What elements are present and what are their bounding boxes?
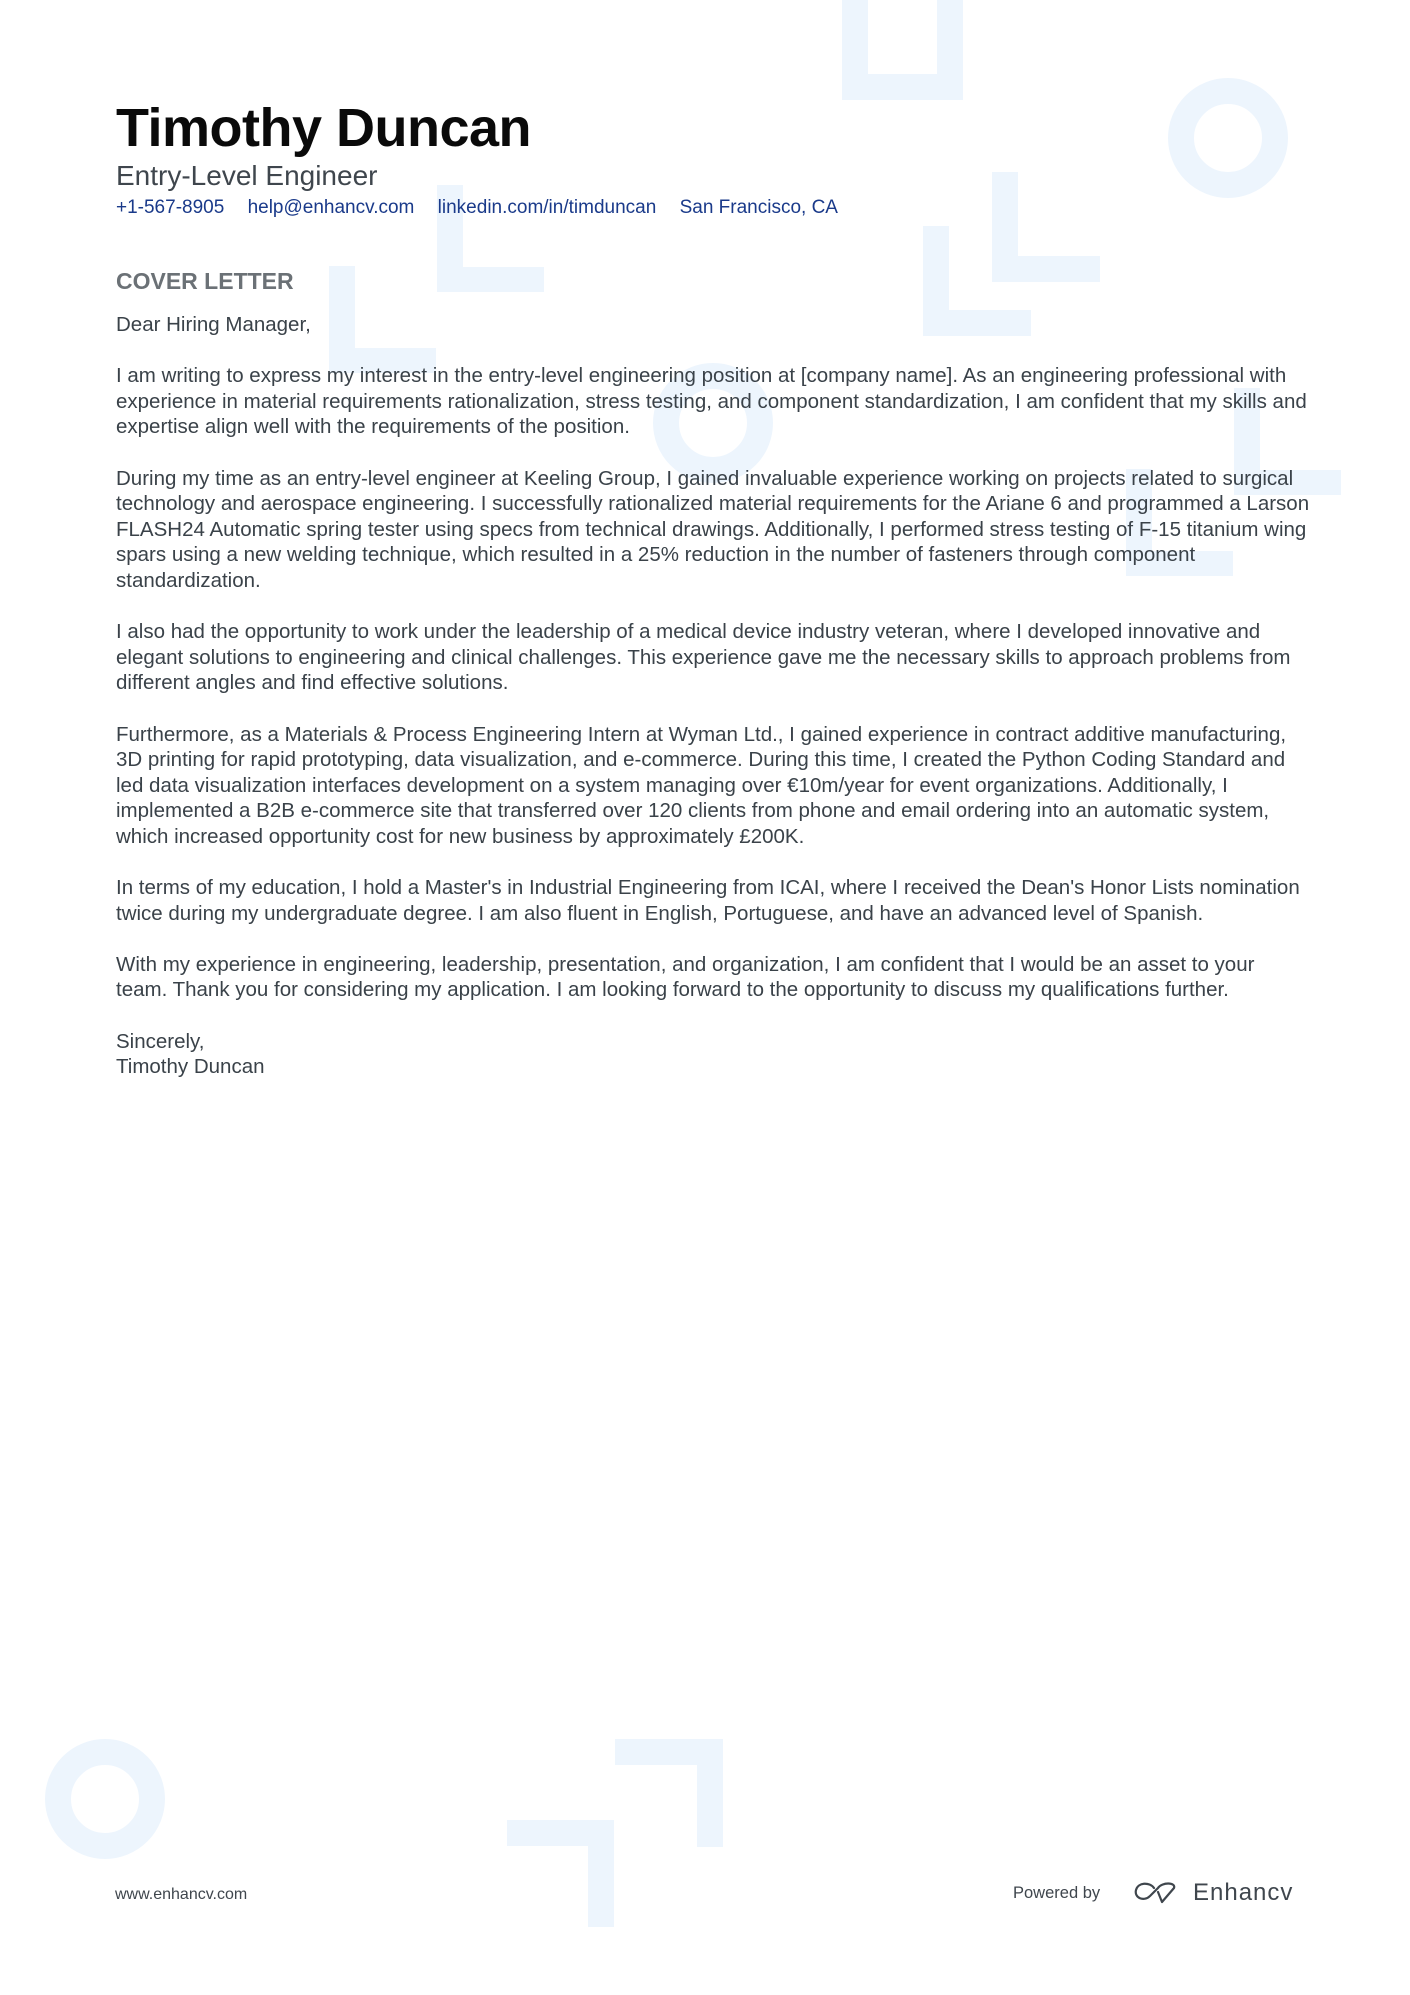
decor-ring-bottom-left xyxy=(45,1739,165,1859)
footer-website-link[interactable]: www.enhancv.com xyxy=(115,1886,248,1903)
email-link[interactable]: help@enhancv.com xyxy=(247,197,415,218)
section-title: COVER LETTER xyxy=(116,268,294,294)
location-text: San Francisco, CA xyxy=(679,197,838,218)
decor-l-mid-upper-horizontal xyxy=(437,267,544,292)
letter-paragraph: I am writing to express my interest in the entry-level engineering position at [company name]. As an engineering professional with experience in material requirements rationalization, stress testing, and component standardization, I am confident that my skills and expertise align well with the requirements of the position. xyxy=(116,364,1307,439)
decor-u-shape-bottom xyxy=(842,74,963,100)
candidate-title: Entry-Level Engineer xyxy=(116,160,378,191)
enhancv-brand-text[interactable]: Enhancv xyxy=(1193,1879,1294,1906)
letter-greeting: Dear Hiring Manager, xyxy=(116,313,311,336)
decor-l-upper-horizontal xyxy=(992,256,1100,282)
candidate-name: Timothy Duncan xyxy=(116,98,532,158)
letter-signature: Timothy Duncan xyxy=(116,1055,265,1079)
decor-hook-upper-vertical xyxy=(697,1739,723,1847)
letter-paragraph: I also had the opportunity to work under the leadership of a medical device industry veteran, where I developed innovative and elegant solutions to engineering and clinical challenges. This experience gave me the necessary skills to approach problems from different angles and find effective solutions. xyxy=(116,620,1291,695)
phone-link[interactable]: +1-567-8905 xyxy=(116,197,225,218)
decor-hook-lower-vertical xyxy=(588,1820,614,1927)
letter-body xyxy=(116,312,1311,1080)
letter-paragraph: In terms of my education, I hold a Master's in Industrial Engineering from ICAI, where I received the Dean's Honor Lists nomination twice during my undergraduate degree. I am also fluent in English, Portuguese, and have an advanced level of Spanish. xyxy=(116,876,1300,925)
letter-paragraph: With my experience in engineering, leadership, presentation, and organization, I am confident that I would be an asset to your team. Thank you for considering my application. I am looking forward to the opportunity to discuss my qualifications further. xyxy=(116,952,1255,1002)
letter-closing: Sincerely, xyxy=(116,1029,205,1053)
powered-by-label: Powered by xyxy=(1013,1884,1101,1902)
linkedin-link[interactable]: linkedin.com/in/timduncan xyxy=(437,197,657,218)
contact-info xyxy=(116,197,856,219)
decor-ring-top-right xyxy=(1168,78,1288,198)
enhancv-logo-icon xyxy=(1132,1880,1180,1904)
letter-paragraph: Furthermore, as a Materials & Process Engineering Intern at Wyman Ltd., I gained experience in contract additive manufacturing, 3D printing for rapid prototyping, data visualization, and e-commerce. During this time, I created the Python Coding Standard and led data visualization interfaces development on a system managing over €10m/year for event organizations. Additionally, I implemented a B2B e-commerce site that transferred over 120 clients from phone and email ordering into an automatic system, which increased opportunity cost for new business by approximately £200K. xyxy=(116,722,1287,848)
letter-paragraph: During my time as an entry-level engineer at Keeling Group, I gained invaluable experience working on projects related to surgical technology and aerospace engineering. I successfully rationalized material requirements for the Ariane 6 and programmed a Larson FLASH24 Automatic spring tester using specs from technical drawings. Additionally, I performed stress testing of F-15 titanium wing spars using a new welding technique, which resulted in a 25% reduction in the number of fasteners through component standardization. xyxy=(116,466,1310,592)
